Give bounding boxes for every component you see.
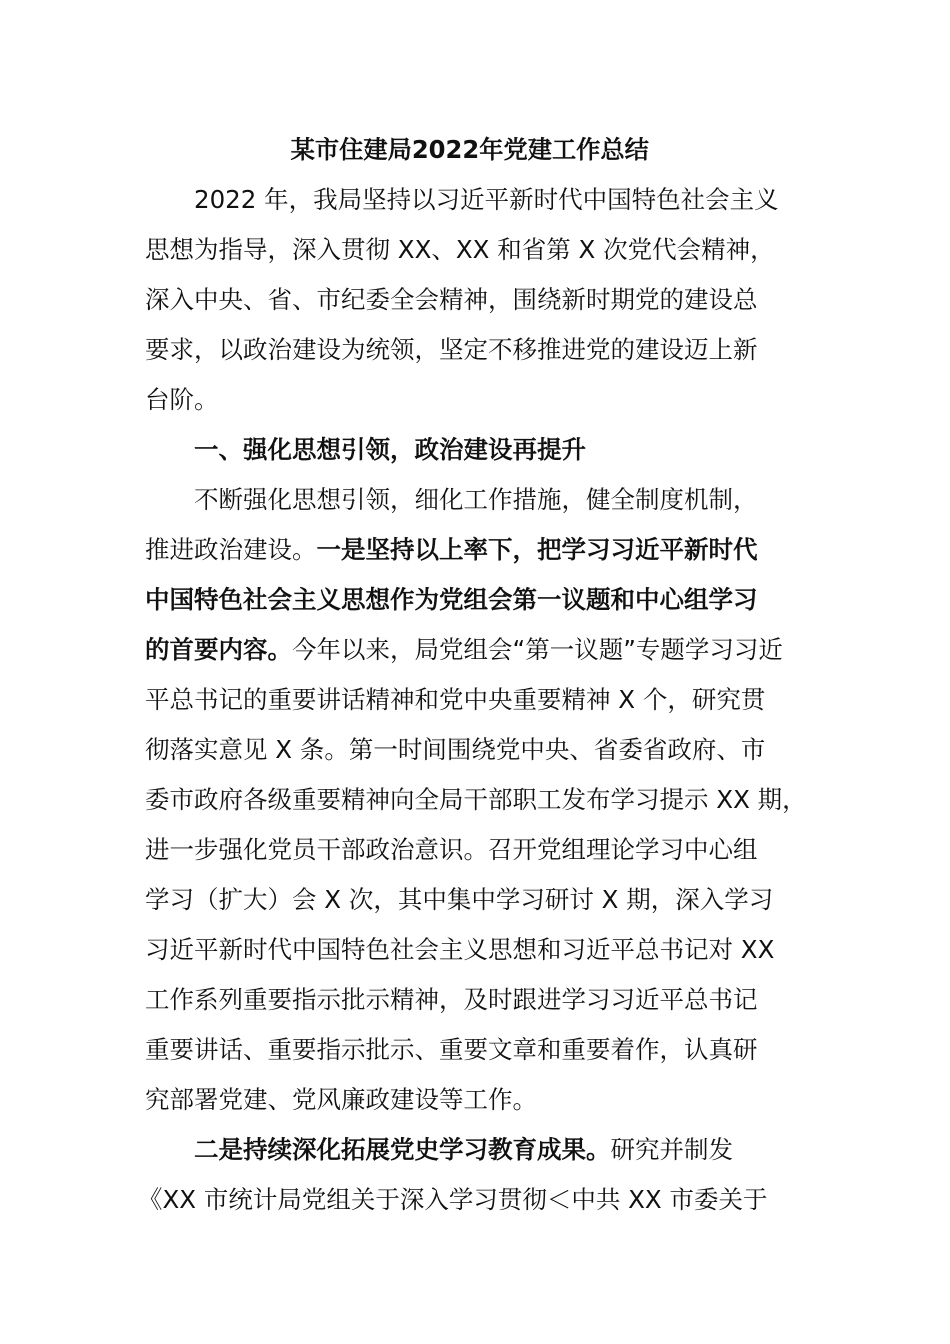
intro-line-1: 2022 年，我局坚持以习近平新时代中国特色社会主义 [194, 185, 779, 214]
section-1-line-2-plain: 推进政治建设。 [145, 535, 317, 564]
document-title: 某市住建局2022年党建工作总结 [290, 135, 649, 164]
intro-line-4: 要求，以政治建设为统领，坚定不移推进党的建设迈上新 [145, 335, 758, 364]
section-1-line-13: 究部署党建、党风廉政建设等工作。 [145, 1085, 537, 1114]
section-2-line-1-bold: 二是持续深化拓展党史学习教育成果。 [194, 1135, 611, 1164]
section-1-line-4-bold: 的首要内容。 [145, 635, 292, 664]
section-1-line-10: 习近平新时代中国特色社会主义思想和习近平总书记对 XX [145, 935, 775, 964]
section-2-line-2: 《XX 市统计局党组关于深入学习贯彻＜中共 XX 市委关于 [138, 1185, 768, 1214]
section-1-line-1: 不断强化思想引领，细化工作措施，健全制度机制， [194, 485, 758, 514]
section-1-line-12: 重要讲话、重要指示批示、重要文章和重要着作，认真研 [145, 1035, 758, 1064]
intro-line-3: 深入中央、省、市纪委全会精神，围绕新时期党的建设总 [145, 285, 758, 314]
section-1-line-11: 工作系列重要指示批示精神，及时跟进学习习近平总书记 [145, 985, 758, 1014]
section-1-line-7: 委市政府各级重要精神向全局干部职工发布学习提示 XX 期， [145, 785, 807, 814]
section-1-line-2 [145, 535, 758, 565]
section-2-line-1-plain: 研究并制发 [610, 1135, 733, 1164]
section-2-line-1 [194, 1135, 733, 1165]
section-1-line-5: 平总书记的重要讲话精神和党中央重要精神 X 个，研究贯 [145, 685, 766, 714]
section-1-line-8: 进一步强化党员干部政治意识。召开党组理论学习中心组 [145, 835, 758, 864]
section-1-line-2-bold: 一是坚持以上率下，把学习习近平新时代 [316, 535, 758, 564]
section-1-line-6: 彻落实意见 X 条。第一时间围绕党中央、省委省政府、市 [145, 735, 766, 764]
section-1-line-4 [145, 635, 783, 665]
intro-line-5: 台阶。 [145, 385, 219, 414]
section-1-line-4-plain: 今年以来，局党组会“第一议题”专题学习习近 [292, 635, 783, 664]
section-1-line-9: 学习（扩大）会 X 次，其中集中学习研讨 X 期，深入学习 [145, 885, 774, 914]
intro-line-2: 思想为指导，深入贯彻 XX、XX 和省第 X 次党代会精神， [145, 235, 775, 264]
section-1-heading: 一、强化思想引领，政治建设再提升 [194, 435, 586, 464]
section-1-line-3: 中国特色社会主义思想作为党组会第一议题和中心组学习 [145, 585, 758, 614]
